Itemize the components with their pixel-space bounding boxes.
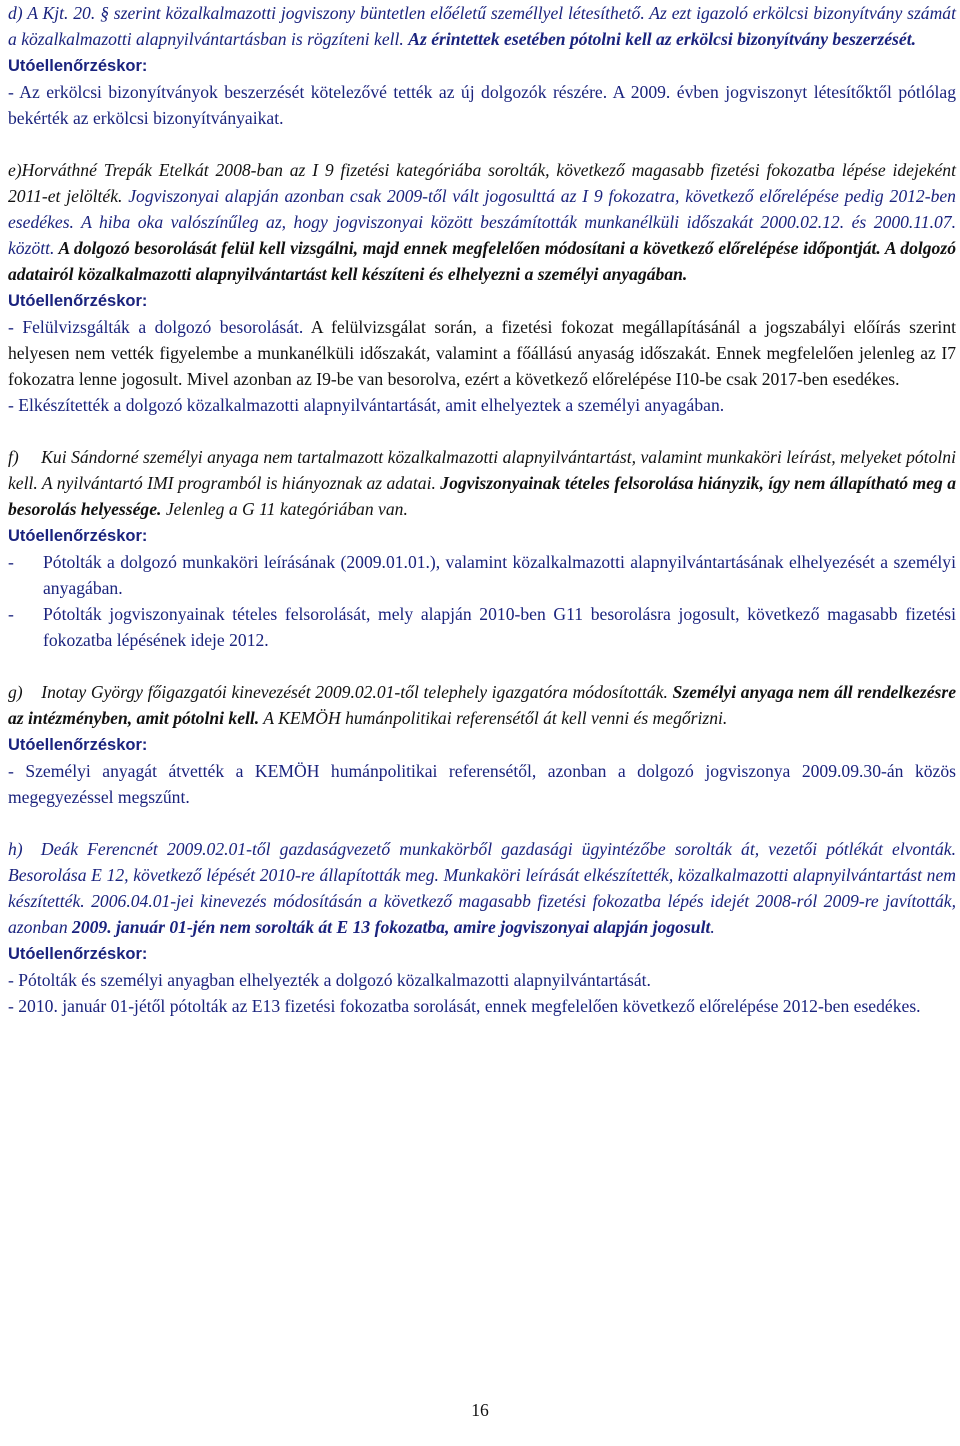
section-f-text: f) Kui Sándorné személyi anyaga nem tartalmazott közalkalmazotti alapnyilvántartást, valamint munkaköri leírást, melyeket pótolni kell. A nyilvántartó IMI programból is hiányoznak az adatai.: [8, 447, 956, 493]
spacer: [8, 131, 956, 157]
section-h-followup-text: - Pótolták és személyi anyagban elhelyezték a dolgozó közalkalmazotti alapnyilvántartását.: [8, 970, 651, 990]
section-e-text-2: Jogviszonyai alapján azonban csak 2009-től vált jogosulttá az I 9 fokozatra, következő előrelépése pedig 2012-ben esedékes. A hiba oka valószínűleg az, hogy jogviszonyai között beszámították munkanélküli időszakát 2000.02.12. és 2000.11.07. között.: [8, 186, 956, 258]
list-item: - Pótolták a dolgozó munkaköri leírásának (2009.01.01.), valamint közalkalmazotti alapnyilvántartásának elhelyezését a személyi anyagában.: [8, 552, 956, 598]
section-f-paragraph: [8, 444, 956, 522]
section-e-requirement: A dolgozó besorolását felül kell vizsgálni, majd ennek megfelelően módosítani a következő előrelépése időpontját. A dolgozó adatairól közalkalmazotti alapnyilvántartást kell készíteni és elhelyezni a személyi anyagában.: [8, 238, 956, 284]
section-g-text-2: A KEMÖH humánpolitikai referensétől át kell venni és megőrizni.: [259, 708, 728, 728]
section-h-text: h) Deák Ferencnét 2009.02.01-től gazdaságvezető munkakörből gazdasági ügyintézőbe sorolták át, vezetői pótlékát elvonták. Besorolása E 12, következő lépését 2010-re állapították meg. Munkaköri leírását elkészítették, közalkalmazotti alapnyilvántartást nem készítették. 2006.04.01-jei kinevezés módosításán a következő magasabb fizetési fokozatba lépés idejét 2008-ról 2009-re javították, azonban: [8, 839, 956, 937]
spacer: [8, 418, 956, 444]
section-d-paragraph: [8, 0, 956, 52]
section-g-followup-text: - Személyi anyagát átvették a KEMÖH humánpolitikai referensétől, azonban a dolgozó jogviszonya 2009.09.30-án közös megegyezéssel megszűnt.: [8, 761, 956, 807]
section-h-followup-text-2: - 2010. január 01-jétől pótolták az E13 fizetési fokozatba sorolását, ennek megfelelően következő előrelépése 2012-ben esedékes.: [8, 996, 921, 1016]
section-d-followup-label: Utóellenőrzéskor:: [8, 57, 148, 75]
section-f-text-2: Jelenleg a G 11 kategóriában van.: [161, 499, 408, 519]
section-h-followup-label: Utóellenőrzéskor:: [8, 945, 148, 963]
document-page: [8, 0, 956, 1019]
section-g-text: g) Inotay György főigazgatói kinevezését 2009.02.01-től telephely igazgatóra módosították.: [8, 682, 668, 702]
section-g-followup-label: Utóellenőrzéskor:: [8, 736, 148, 754]
section-g-paragraph: [8, 679, 956, 731]
section-h-paragraph: h) Deák Ferencnét 2009.02.01-től gazdaságvezető munkakörből gazdasági ügyintézőbe sorolták át, vezetői pótlékát elvonták. Besorolása E 12, következő lépését 2010-re állapították meg. Munkaköri leírását elkészítették, közalkalmazotti alapnyilvántartást nem készítették. 2006.04.01-jei kinevezés módosításán a következő magasabb fizetési fokozatba lépés idejét 2008-ról 2009-re javították, azonban 2009. január 01-jén nem sorolták át E 13 fokozatba, amire jogviszonyai alapján jogosult.: [8, 839, 956, 937]
page-number: 16: [471, 1400, 489, 1420]
section-d-text: d) A Kjt. 20. § szerint közalkalmazotti jogviszony büntetlen előéletű személlyel létesíthető. Az ezt igazoló erkölcsi bizonyítvány számát a közalkalmazotti alapnyilvántartásban is rögzíteni kell.: [8, 3, 956, 49]
section-d-followup-text: - Az erkölcsi bizonyítványok beszerzését kötelezővé tették az új dolgozók részére. A 2009. évben jogviszonyt létesítőktől pótlólag bekérték az erkölcsi bizonyítványaikat.: [8, 82, 956, 128]
spacer: [8, 653, 956, 679]
section-f-followup-label: Utóellenőrzéskor:: [8, 527, 148, 545]
section-e-text: e)Horváthné Trepák Etelkát 2008-ban az I 9 fizetési kategóriába sorolták, következő magasabb fizetési fokozatba lépése idejeként 2011-et jelölték.: [8, 160, 956, 206]
section-g-requirement: Személyi anyaga nem áll rendelkezésre az intézményben, amit pótolni kell.: [8, 682, 957, 728]
section-e-followup-text: - Felülvizsgálták a dolgozó besorolását. A felülvizsgálat során, a fizetési fokozat megállapításánál a jogszabályi előírás szerint helyesen nem vették figyelembe a munkanélküli időszakát, valamint a főállású anyaság időszakát. Ennek megfelelően jelenleg az I7 fokozatra lenne jogosult. Mivel azonban az I9-be van besorolva, ezért a következő előrelépése I10-be csak 2017-ben esedékes.: [8, 317, 956, 389]
section-d-requirement: Az érintettek esetében pótolni kell az erkölcsi bizonyítvány beszerzését.: [408, 29, 916, 49]
section-h-requirement: 2009. január 01-jén nem sorolták át E 13 fokozatba, amire jogviszonyai alapján jogosult: [67, 917, 711, 937]
spacer: [8, 810, 956, 836]
section-e-paragraph: [8, 157, 956, 287]
section-f-requirement: Jogviszonyainak tételes felsorolása hiányzik, így nem állapítható meg a besorolás helyessége.: [8, 473, 956, 519]
section-e-followup-text-2: - Elkészítették a dolgozó közalkalmazotti alapnyilvántartását, amit elhelyeztek a személyi anyagában.: [8, 395, 725, 415]
section-f-followup-list: [8, 549, 956, 653]
list-item: - Pótolták jogviszonyainak tételes felsorolását, mely alapján 2010-ben G11 besorolásra jogosult, következő magasabb fizetési fokozatba lépésének ideje 2012.: [8, 604, 956, 650]
section-e-followup-label: Utóellenőrzéskor:: [8, 292, 148, 310]
